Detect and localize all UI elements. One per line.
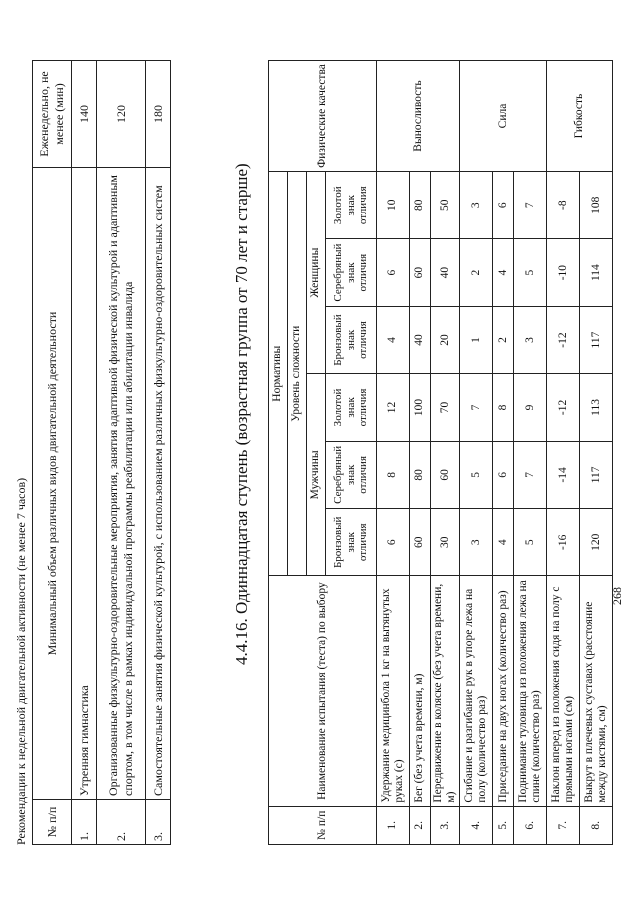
test-name: Выкрут в плечевых суставах (расстояние между кистями, см) [580, 576, 613, 806]
row-number: 1. [72, 800, 97, 845]
quality-cell: Сила [460, 61, 547, 172]
test-name: Передвижение в коляске (без учета времени, м) [431, 576, 460, 806]
row-number: 4. [460, 806, 493, 844]
value-cell: 100 [410, 374, 431, 441]
table-row [493, 61, 514, 845]
value-cell: 117 [580, 441, 613, 508]
value-cell: 7 [514, 441, 547, 508]
men-header: Мужчины [307, 374, 326, 576]
row-number: 3. [431, 806, 460, 844]
value-cell: 80 [410, 441, 431, 508]
value-cell: 2 [460, 239, 493, 306]
value-cell: 5 [514, 509, 547, 576]
row-number: 5. [493, 806, 514, 844]
table-row [146, 61, 171, 845]
badge-header: Бронзовый знак отличия [326, 509, 377, 576]
value-cell: 5 [460, 441, 493, 508]
value-cell: -8 [547, 172, 580, 239]
value-cell: 2 [493, 306, 514, 373]
value-cell: 4 [493, 239, 514, 306]
page-number: 268 [610, 587, 624, 605]
level-header: Уровень сложности [288, 172, 307, 576]
value-cell: -14 [547, 441, 580, 508]
value-cell: 113 [580, 374, 613, 441]
value-cell: -12 [547, 374, 580, 441]
value-cell: 60 [431, 441, 460, 508]
women-header: Женщины [307, 172, 326, 374]
col-header-test-name: Наименование испытания (теста) по выбору [269, 576, 377, 806]
value-cell: 5 [514, 239, 547, 306]
value-cell: 4 [377, 306, 410, 373]
quality-cell: Выносливость [377, 61, 460, 172]
value-cell: 117 [580, 306, 613, 373]
value-cell: -12 [547, 306, 580, 373]
row-number: 8. [580, 806, 613, 844]
test-name: Приседание на двух ногах (количество раз) [493, 576, 514, 806]
col-header-minutes: Еженедельно, не менее (мин) [33, 61, 72, 168]
col-header-number: № п/п [269, 806, 377, 844]
value-cell: 80 [410, 172, 431, 239]
table-row [410, 61, 431, 845]
test-name: Сгибание и разгибание рук в упоре лежа на полу (количество раз) [460, 576, 493, 806]
col-header-number: № п/п [33, 800, 72, 845]
section-title: 4.4.16. Одиннадцатая ступень (возрастная группа от 70 лет и старше) [232, 163, 251, 665]
norms-header: Нормативы [269, 172, 288, 576]
badge-header: Серебряный знак отличия [326, 239, 377, 306]
value-cell: 9 [514, 374, 547, 441]
col-header-qualities: Физические качества [269, 61, 377, 172]
table-row [431, 61, 460, 845]
table-row [72, 61, 97, 845]
row-text: Самостоятельные занятия физической культурой, с использованием различных физкультурно-оздоровительных систем [146, 168, 171, 800]
row-text: Утренняя гимнастика [72, 168, 97, 800]
value-cell: 70 [431, 374, 460, 441]
value-cell: 1 [460, 306, 493, 373]
value-cell: 7 [514, 172, 547, 239]
value-cell: 50 [431, 172, 460, 239]
quality-cell: Гибкость [547, 61, 613, 172]
row-minutes: 120 [97, 61, 146, 168]
value-cell: 20 [431, 306, 460, 373]
value-cell: 3 [460, 509, 493, 576]
value-cell: 60 [410, 509, 431, 576]
value-cell: -10 [547, 239, 580, 306]
table-row [377, 61, 410, 845]
row-number: 3. [146, 800, 171, 845]
value-cell: 8 [377, 441, 410, 508]
value-cell: 108 [580, 172, 613, 239]
table-row [514, 61, 547, 845]
table-header-row [33, 61, 72, 845]
value-cell: 3 [460, 172, 493, 239]
row-number: 1. [377, 806, 410, 844]
value-cell: 12 [377, 374, 410, 441]
value-cell: 30 [431, 509, 460, 576]
table-row [460, 61, 493, 845]
table-row [547, 61, 580, 845]
value-cell: 6 [493, 172, 514, 239]
test-name: Бег (без учета времени, м) [410, 576, 431, 806]
value-cell: 7 [460, 374, 493, 441]
row-text: Организованные физкультурно-оздоровительные мероприятия, занятия адаптивной физической культурой и адаптивным спортом, в том числе в рамках индивидуальной программы реабилитации или абилитации инвалида [97, 168, 146, 800]
value-cell: 60 [410, 239, 431, 306]
row-number: 6. [514, 806, 547, 844]
row-number: 7. [547, 806, 580, 844]
value-cell: 3 [514, 306, 547, 373]
value-cell: 40 [410, 306, 431, 373]
header-row [269, 61, 288, 845]
badge-header: Бронзовый знак отличия [326, 306, 377, 373]
value-cell: 114 [580, 239, 613, 306]
value-cell: 40 [431, 239, 460, 306]
row-minutes: 140 [72, 61, 97, 168]
col-header-activity: Минимальный объем различных видов двигательной деятельности [33, 168, 72, 800]
test-name: Поднимание туловища из положения лежа на спине (количество раз) [514, 576, 547, 806]
value-cell: 10 [377, 172, 410, 239]
recommendation-caption: Рекомендации к недельной двигательной активности (не менее 7 часов) [14, 477, 28, 845]
table-row [580, 61, 613, 845]
row-minutes: 180 [146, 61, 171, 168]
value-cell: 8 [493, 374, 514, 441]
value-cell: 4 [493, 509, 514, 576]
value-cell: 6 [377, 239, 410, 306]
weekly-activity-table [32, 60, 171, 845]
value-cell: -16 [547, 509, 580, 576]
test-name: Наклон вперед из положения сидя на полу с прямыми ногами (см) [547, 576, 580, 806]
value-cell: 6 [493, 441, 514, 508]
table-row [97, 61, 146, 845]
badge-header: Серебряный знак отличия [326, 441, 377, 508]
row-number: 2. [97, 800, 146, 845]
test-name: Удержание медицинбола 1 кг на вытянутых руках (с) [377, 576, 410, 806]
norms-table [268, 60, 613, 845]
value-cell: 6 [377, 509, 410, 576]
badge-header: Золотой знак отличия [326, 374, 377, 441]
badge-header: Золотой знак отличия [326, 172, 377, 239]
row-number: 2. [410, 806, 431, 844]
value-cell: 120 [580, 509, 613, 576]
